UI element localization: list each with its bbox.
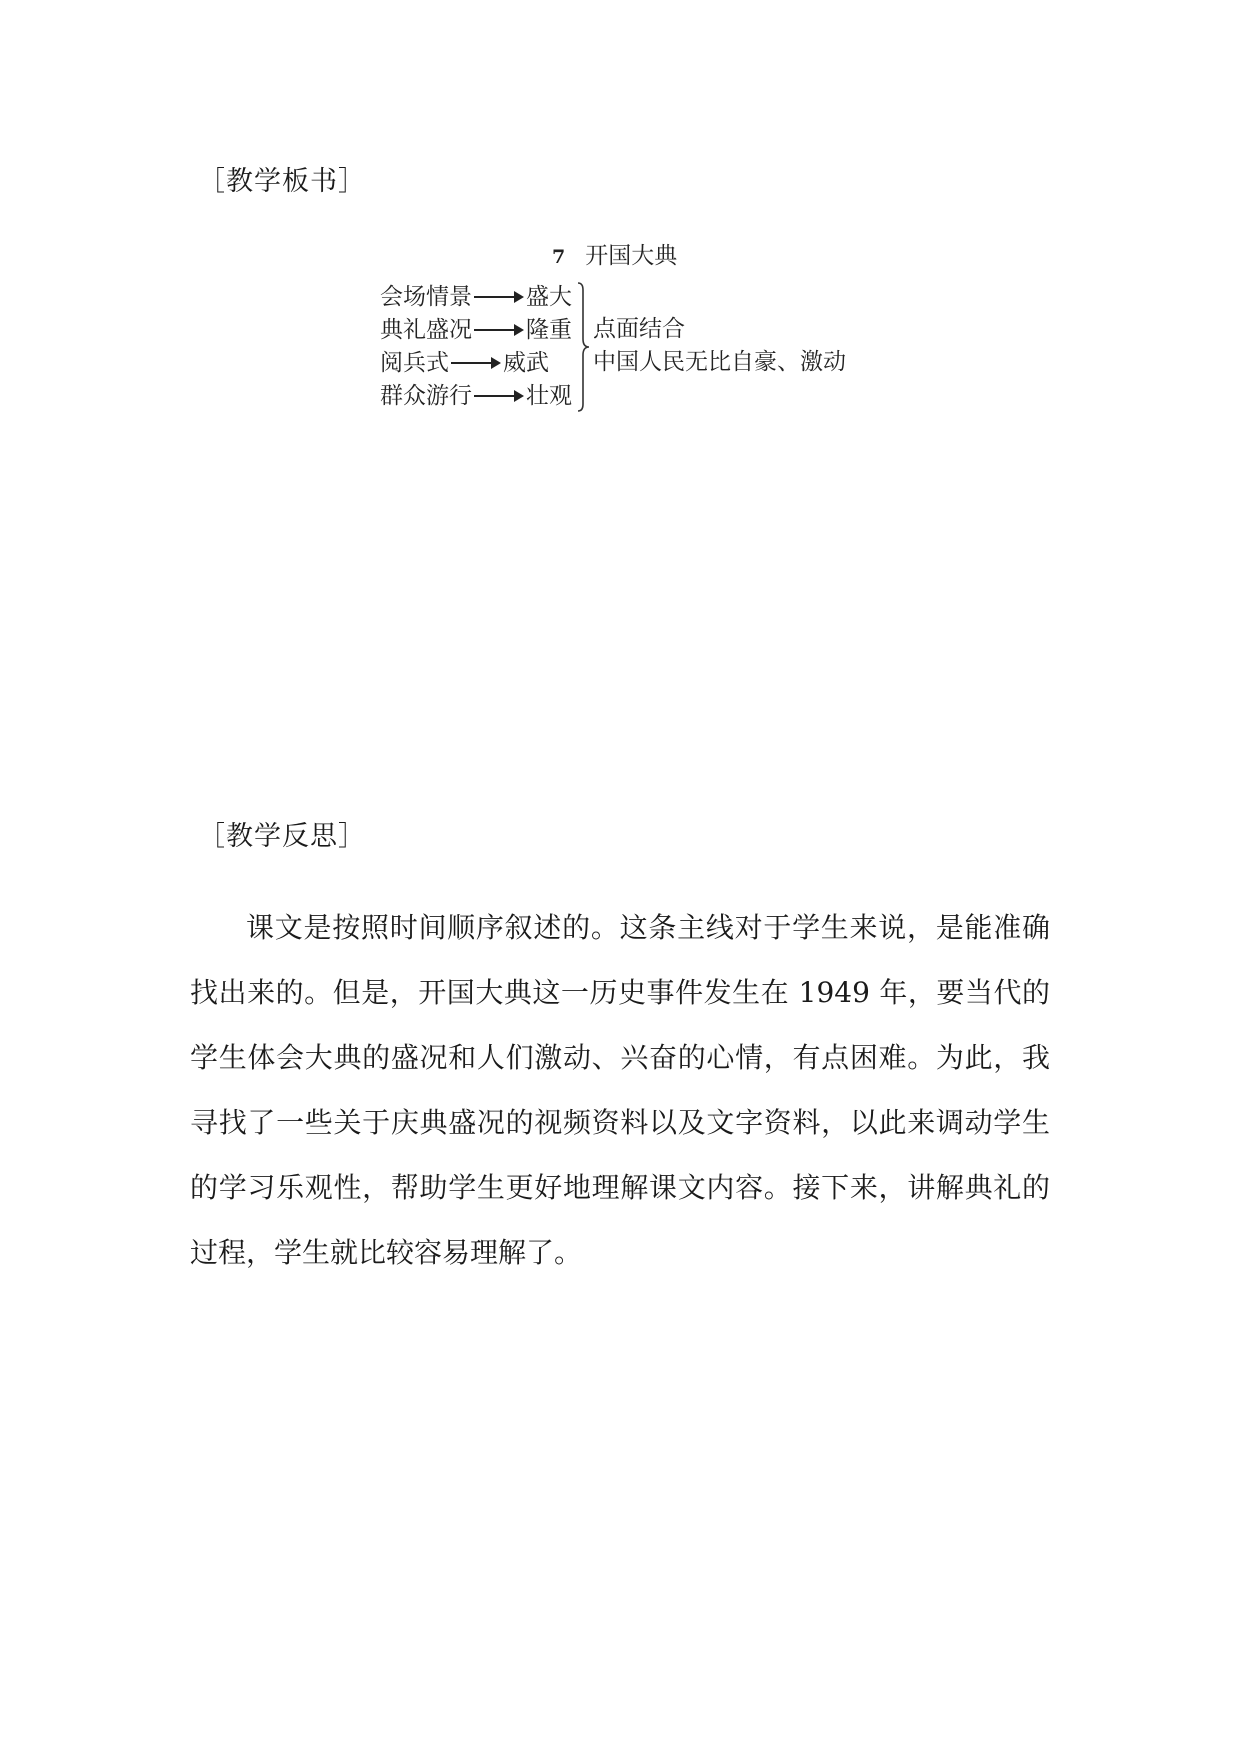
board-row-right: 壮观: [526, 383, 572, 409]
right-brace-icon: [577, 282, 591, 412]
board-row-right: 隆重: [526, 317, 572, 343]
lesson-number: 7: [552, 246, 566, 268]
board-row-right: 威武: [503, 350, 549, 376]
blackboard-diagram: [380, 240, 900, 420]
lesson-title: 开国大典: [585, 243, 678, 269]
reflection-section-heading: ［教学反思］: [198, 821, 366, 852]
right-arrow-icon: [451, 362, 499, 364]
board-summary-feeling: 中国人民无比自豪、激动: [593, 349, 846, 375]
right-arrow-icon: [474, 296, 522, 298]
board-row-left: 阅兵式: [380, 350, 449, 376]
board-row-left: 会场情景: [380, 284, 472, 310]
board-section-heading: ［教学板书］: [198, 166, 366, 197]
right-arrow-icon: [474, 329, 522, 331]
board-row-left: 群众游行: [380, 383, 472, 409]
board-summary-method: 点面结合: [593, 316, 685, 342]
reflection-paragraph: 课文是按照时间顺序叙述的。这条主线对于学生来说，是能准确找出来的。但是，开国大典这一历史事件发生在 1949 年，要当代的学生体会大典的盛况和人们激动、兴奋的心情，有点困难。为此，我寻找了一些关于庆典盛况的视频资料以及文字资料，以此来调动学生的学习乐观性，帮助学生更好地理解课文内容。接下来，讲解典礼的过程，学生就比较容易理解了。: [190, 911, 1050, 1269]
board-row-left: 典礼盛况: [380, 317, 472, 343]
right-arrow-icon: [474, 395, 522, 397]
board-row-right: 盛大: [526, 284, 572, 310]
lesson-title-line: [552, 245, 677, 268]
